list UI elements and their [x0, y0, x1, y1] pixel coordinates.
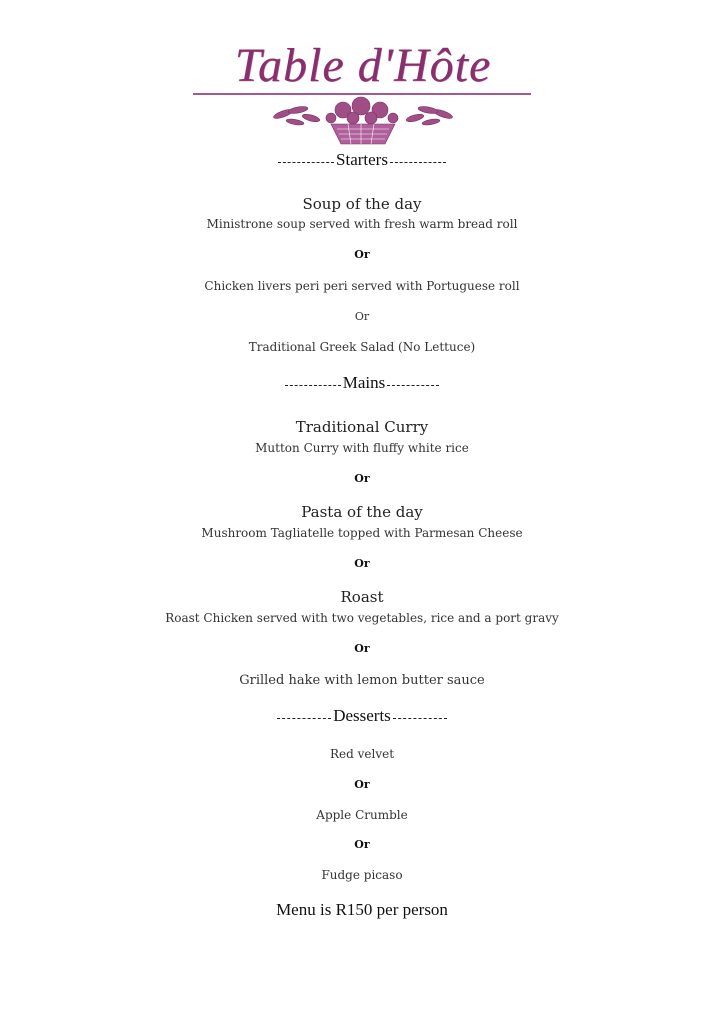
- or-separator: Or: [354, 778, 370, 791]
- mains-heading-text: Mains: [342, 373, 386, 392]
- or-separator: Or: [354, 557, 370, 570]
- main-1-name: Traditional Curry: [295, 418, 429, 436]
- main-2-description: Mushroom Tagliatelle topped with Parmesan Cheese: [201, 526, 523, 540]
- mains-heading: [0, 373, 724, 393]
- dessert-3: Fudge picaso: [321, 868, 403, 882]
- or-separator: Or: [354, 310, 370, 323]
- or-separator: Or: [354, 838, 370, 851]
- main-3-name: Roast: [340, 588, 384, 606]
- starters-heading-text: Starters: [336, 150, 388, 169]
- main-3-description: Roast Chicken served with two vegetables, rice and a port gravy: [165, 611, 559, 625]
- starters-heading: [0, 150, 724, 170]
- main-4-description: Grilled hake with lemon butter sauce: [239, 673, 485, 688]
- or-separator: Or: [354, 248, 370, 261]
- main-1-description: Mutton Curry with fluffy white rice: [255, 441, 469, 455]
- starter-3-description: Traditional Greek Salad (No Lettuce): [248, 340, 476, 354]
- dessert-2: Apple Crumble: [316, 808, 408, 822]
- desserts-heading-text: Desserts: [333, 706, 391, 725]
- logo: [193, 38, 533, 148]
- price-note: Menu is R150 per person: [276, 900, 448, 919]
- logo-divider: [193, 93, 531, 95]
- starter-2-description: Chicken livers peri peri served with Portuguese roll: [204, 279, 520, 293]
- starter-1-description: Ministrone soup served with fresh warm bread roll: [206, 217, 518, 231]
- or-separator: Or: [354, 642, 370, 655]
- dessert-1: Red velvet: [329, 747, 395, 761]
- floral-basket-icon: [253, 96, 473, 148]
- main-2-name: Pasta of the day: [301, 503, 423, 521]
- starter-1-name: Soup of the day: [302, 195, 422, 213]
- or-separator: Or: [354, 472, 370, 485]
- logo-title: Table d'Hôte: [234, 39, 492, 92]
- desserts-heading: [0, 706, 724, 726]
